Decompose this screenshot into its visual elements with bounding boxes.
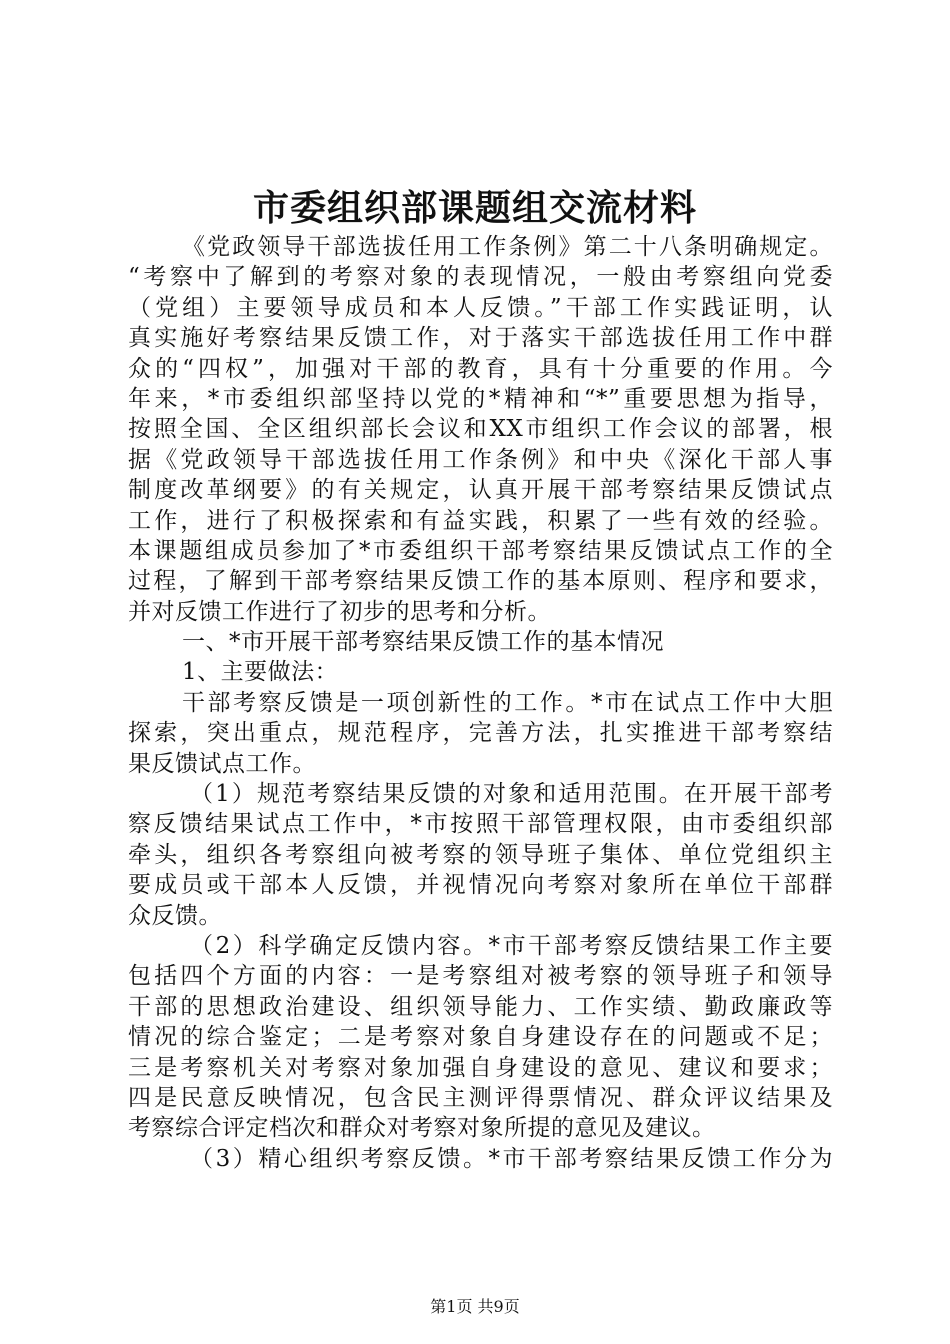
text-line: 工作，进行了积极探索和有益实践，积累了一些有效的经验。 [128, 507, 833, 534]
text-line: 探索，突出重点，规范程序，完善方法，扎实推进干部考察结 [128, 720, 833, 747]
text-line: 过程，了解到干部考察结果反馈工作的基本原则、程序和要求， [128, 568, 833, 595]
text-line: 四是民意反映情况，包含民主测评得票情况、群众评议结果及 [128, 1084, 833, 1111]
text-line: 干部的思想政治建设、组织领导能力、工作实绩、勤政廉政等 [128, 993, 833, 1020]
text-line: 干部考察反馈是一项创新性的工作。*市在试点工作中大胆 [182, 689, 833, 716]
text-line: （党组）主要领导成员和本人反馈。”干部工作实践证明，认 [128, 294, 833, 321]
text-line: 1、主要做法： [182, 659, 339, 686]
text-line: 并对反馈工作进行了初步的思考和分析。 [128, 598, 551, 625]
document-title: 市委组织部课题组交流材料 [252, 187, 697, 229]
text-line: 果反馈试点工作。 [128, 750, 316, 777]
text-line: （2）科学确定反馈内容。*市干部考察反馈结果工作主要 [190, 932, 833, 959]
text-line: 众反馈。 [128, 902, 222, 929]
text-line: 情况的综合鉴定；二是考察对象自身建设存在的问题或不足； [128, 1024, 833, 1051]
text-line: 考察综合评定档次和群众对考察对象所提的意见及建议。 [128, 1115, 716, 1142]
text-line: 本课题组成员参加了*市委组织干部考察结果反馈试点工作的全 [128, 537, 833, 564]
text-line: 众的“四权”，加强对干部的教育，具有十分重要的作用。今 [128, 355, 833, 382]
text-line: 按照全国、全区组织部长会议和XX市组织工作会议的部署，根 [128, 416, 833, 443]
text-line: 据《党政领导干部选拔任用工作条例》和中央《深化干部人事 [128, 446, 833, 473]
text-line: 察反馈结果试点工作中，*市按照干部管理权限，由市委组织部 [128, 811, 833, 838]
text-line: 《党政领导干部选拔任用工作条例》第二十八条明确规定。 [182, 234, 833, 260]
text-line: “考察中了解到的考察对象的表现情况，一般由考察组向党委 [128, 264, 833, 291]
text-line: 真实施好考察结果反馈工作，对于落实干部选拔任用工作中群 [128, 325, 833, 352]
text-line: 牵头，组织各考察组向被考察的领导班子集体、单位党组织主 [128, 841, 833, 868]
text-line: 制度改革纲要》的有关规定，认真开展干部考察结果反馈试点 [128, 477, 833, 504]
text-line: 三是考察机关对考察对象加强自身建设的意见、建议和要求； [128, 1054, 833, 1081]
text-line: 包括四个方面的内容：一是考察组对被考察的领导班子和领导 [128, 963, 833, 990]
text-line: （3）精心组织考察反馈。*市干部考察结果反馈工作分为 [190, 1145, 833, 1172]
text-line: 年来，*市委组织部坚持以党的*精神和“*”重要思想为指导， [128, 385, 833, 412]
document-body [128, 232, 833, 1174]
text-line: 要成员或干部本人反馈，并视情况向考察对象所在单位干部群 [128, 872, 833, 899]
text-line: （1）规范考察结果反馈的对象和适用范围。在开展干部考 [190, 781, 833, 808]
page-footer: 第1页 共9页 [430, 1297, 520, 1316]
text-line: 一、*市开展干部考察结果反馈工作的基本情况 [182, 629, 664, 656]
